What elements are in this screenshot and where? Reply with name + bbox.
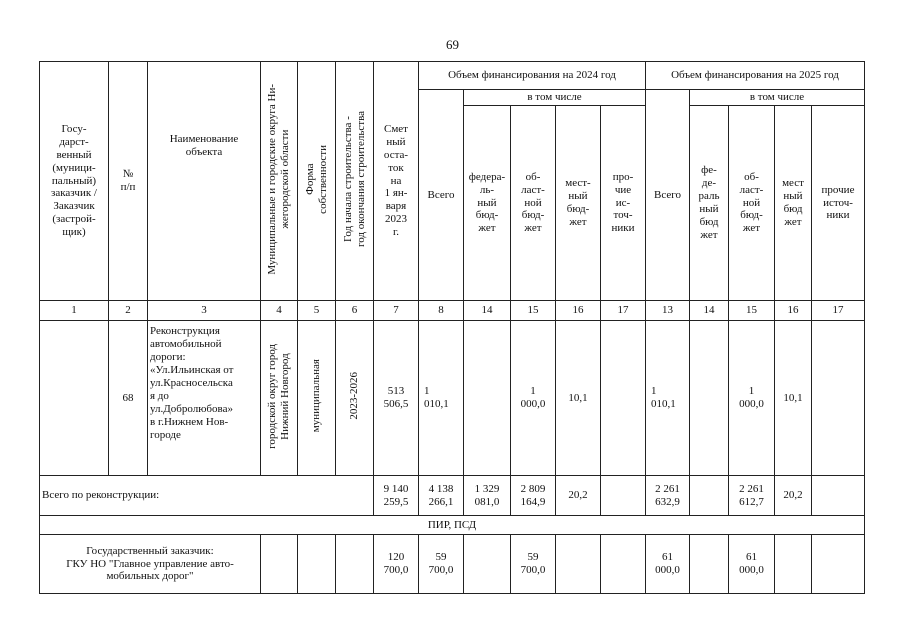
row68-other-2025 <box>812 321 865 476</box>
budget-table <box>39 61 865 594</box>
customer-municipality <box>261 535 298 594</box>
column-number: 14 <box>690 301 729 321</box>
column-number: 17 <box>601 301 646 321</box>
total-total-2024: 4 138 266,1 <box>419 476 464 516</box>
total-regional-2025: 2 261 612,7 <box>729 476 775 516</box>
customer-federal-2025 <box>690 535 729 594</box>
column-number: 14 <box>464 301 511 321</box>
header-object-name: Наименование объекта <box>148 62 261 301</box>
header-funding-2024: Объем финансирования на 2024 год <box>419 62 646 90</box>
customer-row <box>40 535 865 594</box>
column-number: 16 <box>556 301 601 321</box>
row68-object-name: Реконструкция автомобильной дороги: «Ул.Ильинская от ул.Красносельска я до ул.Добролюбова» в г.Нижнем Нов- городе <box>148 321 261 476</box>
section-row <box>40 516 865 535</box>
total-estimate: 9 140 259,5 <box>374 476 419 516</box>
row68-local-2024: 10,1 <box>556 321 601 476</box>
customer-label: Государственный заказчик: ГКУ НО "Главное управление авто- мобильных дорог" <box>40 535 261 594</box>
header-local-2025: мест ный бюд жет <box>775 106 812 301</box>
total-federal-2025 <box>690 476 729 516</box>
customer-local-2024 <box>556 535 601 594</box>
customer-ownership <box>298 535 336 594</box>
header-regional-2025: об- ласт- ной бюд- жет <box>729 106 775 301</box>
row68-estimate: 513 506,5 <box>374 321 419 476</box>
row68-num: 68 <box>109 321 148 476</box>
section-title: ПИР, ПСД <box>40 516 865 535</box>
row68-other-2024 <box>601 321 646 476</box>
column-number: 6 <box>336 301 374 321</box>
header-ownership: Форма собственности <box>298 62 336 301</box>
header-row-1 <box>40 62 865 90</box>
customer-other-2025 <box>812 535 865 594</box>
total-total-2025: 2 261 632,9 <box>646 476 690 516</box>
header-other-2024: про- чие ис- точ- ники <box>601 106 646 301</box>
total-row <box>40 476 865 516</box>
page-number: 69 <box>446 37 459 52</box>
row68-municipality: городской округ город Нижний Новгород <box>261 321 298 476</box>
header-including-2024: в том числе <box>464 90 646 106</box>
row68-regional-2024: 1 000,0 <box>511 321 556 476</box>
header-years: Год начала строительства - год окончания строительства <box>336 62 374 301</box>
column-number: 5 <box>298 301 336 321</box>
customer-federal-2024 <box>464 535 511 594</box>
header-local-2024: мест- ный бюд- жет <box>556 106 601 301</box>
header-federal-2025: фе- де- раль ный бюд жет <box>690 106 729 301</box>
header-regional-2024: об- ласт- ной бюд- жет <box>511 106 556 301</box>
customer-total-2024: 59 700,0 <box>419 535 464 594</box>
header-customer: Госу- дарст- венный (муници- пальный) заказчик / Заказчик (застрой- щик) <box>40 62 109 301</box>
customer-years <box>336 535 374 594</box>
total-row-label: Всего по реконструкции: <box>40 476 374 516</box>
customer-regional-2025: 61 000,0 <box>729 535 775 594</box>
table-row-68 <box>40 321 865 476</box>
customer-total-2025: 61 000,0 <box>646 535 690 594</box>
header-other-2025: прочие источ- ники <box>812 106 865 301</box>
header-estimate: Смет ный оста- ток на 1 ян- варя 2023 г. <box>374 62 419 301</box>
header-total-2024: Всего <box>419 90 464 301</box>
header-including-2025: в том числе <box>690 90 865 106</box>
column-numbers-row <box>40 301 865 321</box>
row68-local-2025: 10,1 <box>775 321 812 476</box>
header-federal-2024: федера- ль- ный бюд- жет <box>464 106 511 301</box>
column-number: 15 <box>729 301 775 321</box>
header-funding-2025: Объем финансирования на 2025 год <box>646 62 865 90</box>
column-number: 2 <box>109 301 148 321</box>
column-number: 3 <box>148 301 261 321</box>
total-local-2025: 20,2 <box>775 476 812 516</box>
customer-regional-2024: 59 700,0 <box>511 535 556 594</box>
header-municipality: Муниципальные и городские округа Ни- жегородской области <box>261 62 298 301</box>
customer-local-2025 <box>775 535 812 594</box>
total-other-2024 <box>601 476 646 516</box>
row68-customer <box>40 321 109 476</box>
customer-other-2024 <box>601 535 646 594</box>
row68-ownership: муниципальная <box>298 321 336 476</box>
column-number: 13 <box>646 301 690 321</box>
header-total-2025: Всего <box>646 90 690 301</box>
total-local-2024: 20,2 <box>556 476 601 516</box>
column-number: 8 <box>419 301 464 321</box>
total-other-2025 <box>812 476 865 516</box>
customer-estimate: 120 700,0 <box>374 535 419 594</box>
column-number: 4 <box>261 301 298 321</box>
row68-total-2025: 1 010,1 <box>646 321 690 476</box>
row68-regional-2025: 1 000,0 <box>729 321 775 476</box>
column-number: 1 <box>40 301 109 321</box>
total-regional-2024: 2 809 164,9 <box>511 476 556 516</box>
column-number: 17 <box>812 301 865 321</box>
row68-years: 2023-2026 <box>336 321 374 476</box>
row68-federal-2025 <box>690 321 729 476</box>
column-number: 16 <box>775 301 812 321</box>
column-number: 7 <box>374 301 419 321</box>
row68-federal-2024 <box>464 321 511 476</box>
total-federal-2024: 1 329 081,0 <box>464 476 511 516</box>
column-number: 15 <box>511 301 556 321</box>
row68-total-2024: 1 010,1 <box>419 321 464 476</box>
header-num: № п/п <box>109 62 148 301</box>
